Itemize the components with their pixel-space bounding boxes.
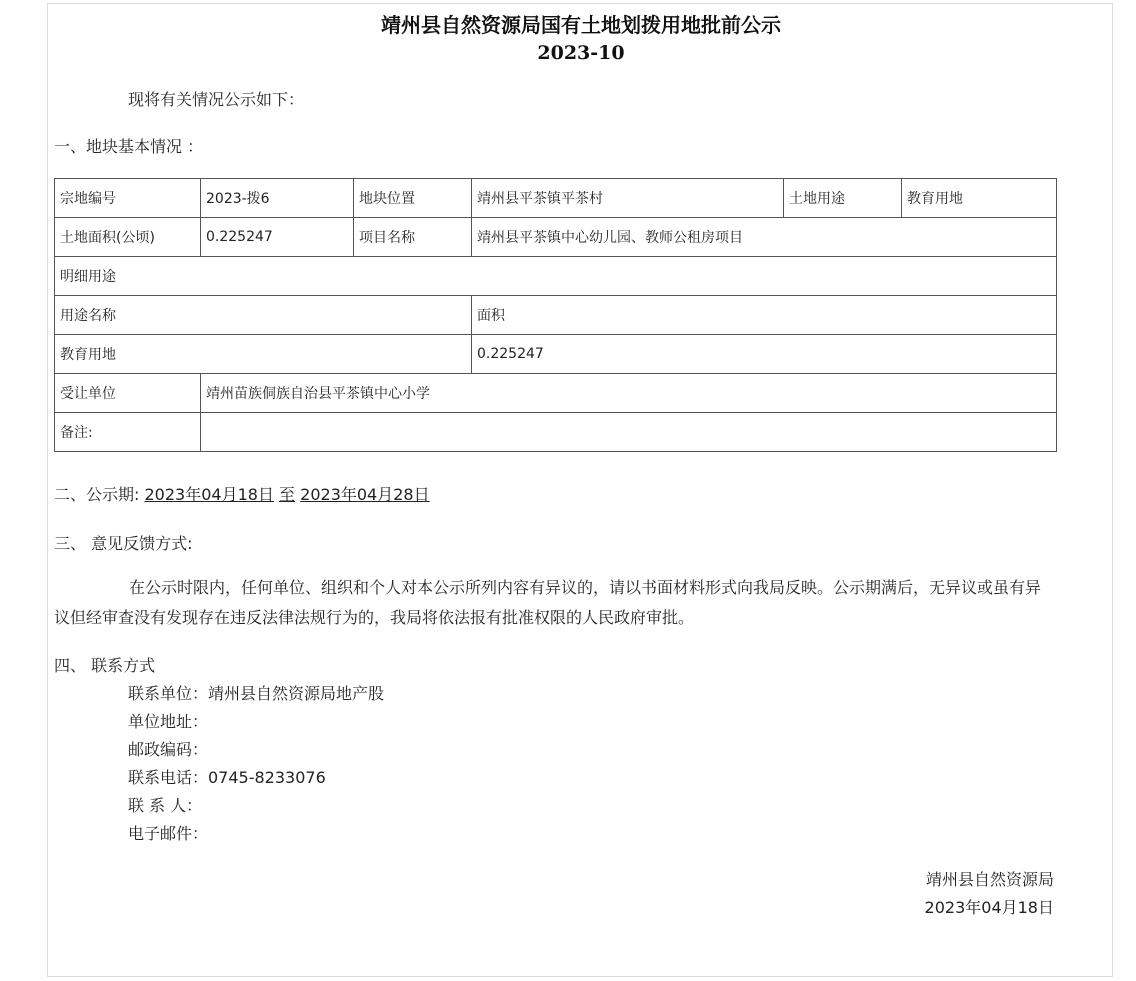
page-subtitle: 2023-10 bbox=[537, 42, 625, 64]
parcel-no-value: 2023-拨6 bbox=[201, 179, 354, 218]
contact-postcode: 邮政编码： bbox=[128, 740, 209, 759]
intro-text: 现将有关情况公示如下： bbox=[128, 90, 305, 109]
remark-label: 备注: bbox=[55, 413, 201, 452]
table-row bbox=[55, 218, 1057, 257]
use-name-header: 用途名称 bbox=[55, 296, 472, 335]
grantee-label: 受让单位 bbox=[55, 374, 201, 413]
announcement-page bbox=[47, 3, 1113, 977]
period-to: 至 bbox=[279, 485, 296, 504]
area-label: 土地面积(公顷) bbox=[55, 218, 201, 257]
detail-use-label: 明细用途 bbox=[55, 257, 1057, 296]
section2-line bbox=[54, 485, 430, 505]
project-value: 靖州县平茶镇中心幼儿园、教师公租房项目 bbox=[472, 218, 1057, 257]
contact-phone: 联系电话：0745-8233076 bbox=[128, 768, 326, 787]
contact-person: 联 系 人： bbox=[128, 796, 203, 815]
location-value: 靖州县平茶镇平茶村 bbox=[472, 179, 784, 218]
area-value: 0.225247 bbox=[201, 218, 354, 257]
use-name-value: 教育用地 bbox=[55, 335, 472, 374]
use-area-value: 0.225247 bbox=[472, 335, 1057, 374]
period-end-date: 2023年04月28日 bbox=[300, 485, 430, 504]
remark-value bbox=[201, 413, 1057, 452]
land-use-label: 土地用途 bbox=[784, 179, 902, 218]
section1-heading: 一、地块基本情况 ： bbox=[54, 137, 204, 156]
contact-address: 单位地址： bbox=[128, 712, 209, 731]
use-area-header: 面积 bbox=[472, 296, 1057, 335]
grantee-value: 靖州苗族侗族自治县平茶镇中心小学 bbox=[201, 374, 1057, 413]
contact-unit: 联系单位：靖州县自然资源局地产股 bbox=[128, 684, 385, 703]
section3-body: 在公示时限内，任何单位、组织和个人对本公示所列内容有异议的，请以书面材料形式向我局反映。公示期满后，无异议或虽有异议但经审查没有发现存在违反法律法规行为的，我局将依法报有批准权限的人民政府审批。 bbox=[54, 578, 1042, 627]
table-row bbox=[55, 257, 1057, 296]
table-row bbox=[55, 413, 1057, 452]
parcel-no-label: 宗地编号 bbox=[55, 179, 201, 218]
table-row bbox=[55, 296, 1057, 335]
signature-date: 2023年04月18日 bbox=[924, 898, 1054, 917]
contact-email: 电子邮件： bbox=[128, 824, 209, 843]
table-row bbox=[55, 335, 1057, 374]
project-label: 项目名称 bbox=[354, 218, 472, 257]
land-use-value: 教育用地 bbox=[902, 179, 1057, 218]
page-title: 靖州县自然资源局国有土地划拨用地批前公示 bbox=[381, 13, 781, 37]
parcel-info-table bbox=[54, 178, 1057, 452]
table-row bbox=[55, 374, 1057, 413]
section4-heading: 四、 联系方式 bbox=[54, 656, 156, 675]
period-start-date: 2023年04月18日 bbox=[144, 485, 274, 504]
signature-org: 靖州县自然资源局 bbox=[925, 870, 1054, 889]
table-row bbox=[55, 179, 1057, 218]
section3-heading: 三、 意见反馈方式: bbox=[54, 534, 193, 553]
location-label: 地块位置 bbox=[354, 179, 472, 218]
section2-heading: 二、公示期: bbox=[54, 485, 140, 504]
